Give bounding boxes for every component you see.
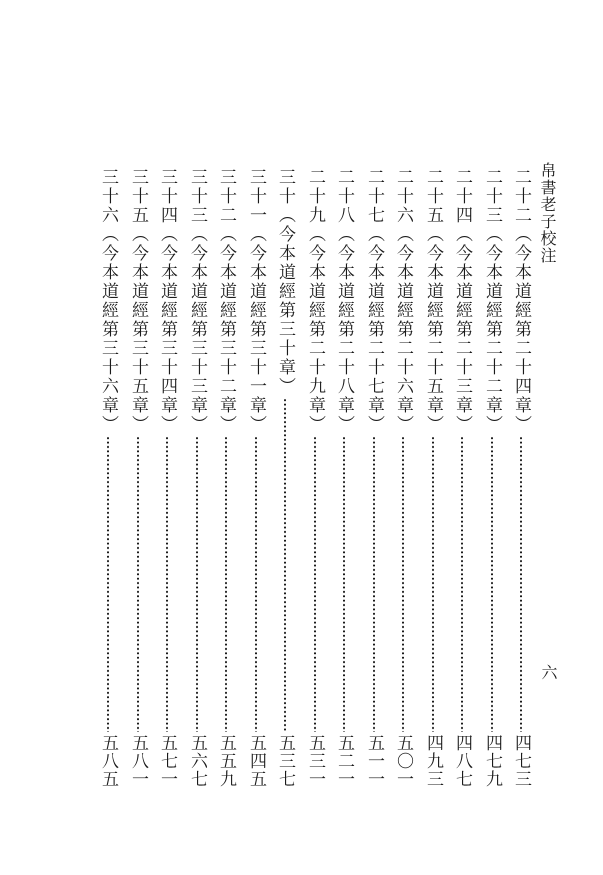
toc-entry-title: 三十六（今本道經第三十六章） (98, 168, 118, 434)
toc-entry-page: 四七三 (511, 734, 531, 788)
toc-entry-page: 五八一 (128, 734, 148, 788)
dot-leader (519, 436, 523, 732)
dot-leader (431, 436, 435, 732)
toc-entry-title: 三十一（今本道經第三十一章） (246, 168, 266, 434)
toc-entry-page: 四九三 (423, 734, 443, 788)
toc-entry (481, 168, 503, 788)
toc-entry (363, 168, 385, 788)
toc-entry (156, 168, 178, 788)
toc-entry-title: 三十四（今本道經第三十四章） (157, 168, 177, 434)
toc-entry (97, 168, 119, 788)
dot-leader (136, 436, 140, 732)
toc-entry-page: 五八五 (98, 734, 118, 788)
toc-entry-title: 二十四（今本道經第二十三章） (452, 168, 472, 434)
dot-leader (224, 436, 228, 732)
running-title: 帛書老子校注 (538, 162, 557, 264)
toc-entry (127, 168, 149, 788)
toc-entry-page: 五三七 (275, 734, 295, 788)
page-number: 六 (539, 664, 558, 680)
toc-entry-title: 二十六（今本道經第二十六章） (393, 168, 413, 434)
toc-entry-page: 五五九 (216, 734, 236, 788)
toc-entry-title: 三十（今本道經第三十章） (275, 168, 295, 396)
dot-leader (195, 436, 199, 732)
toc-entry (422, 168, 444, 788)
toc-entry-title: 三十三（今本道經第三十三章） (187, 168, 207, 434)
dot-leader (372, 436, 376, 732)
toc-entry (215, 168, 237, 788)
toc-entry-title: 二十二（今本道經第二十四章） (511, 168, 531, 434)
dot-leader (106, 436, 110, 732)
toc-entry (451, 168, 473, 788)
dot-leader (342, 436, 346, 732)
toc-entry-page: 五〇一 (393, 734, 413, 788)
toc-entry (186, 168, 208, 788)
toc-entry-title: 三十二（今本道經第三十二章） (216, 168, 236, 434)
toc-entry-title: 二十三（今本道經第二十二章） (482, 168, 502, 434)
toc-entry-page: 五四五 (246, 734, 266, 788)
toc-entry-title: 二十八（今本道經第二十八章） (334, 168, 354, 434)
toc-entry (304, 168, 326, 788)
toc-entry (245, 168, 267, 788)
dot-leader (254, 436, 258, 732)
toc-entry-page: 五六七 (187, 734, 207, 788)
toc-entry (392, 168, 414, 788)
toc-entry-page: 五三一 (305, 734, 325, 788)
dot-leader (401, 436, 405, 732)
toc-entry-title: 二十九（今本道經第二十九章） (305, 168, 325, 434)
toc-entry-page: 五一一 (364, 734, 384, 788)
dot-leader (313, 436, 317, 732)
toc-entry (274, 168, 296, 788)
toc-entry-title: 二十七（今本道經第二十七章） (364, 168, 384, 434)
dot-leader (490, 436, 494, 732)
toc-entry-page: 四七九 (482, 734, 502, 788)
dot-leader (283, 398, 287, 732)
toc-entry-title: 二十五（今本道經第二十五章） (423, 168, 443, 434)
toc-entry (333, 168, 355, 788)
dot-leader (165, 436, 169, 732)
toc-entry-page: 四八七 (452, 734, 472, 788)
toc-entry-page: 五二一 (334, 734, 354, 788)
toc-entry (510, 168, 532, 788)
toc-entry-page: 五七一 (157, 734, 177, 788)
toc-entry-title: 三十五（今本道經第三十五章） (128, 168, 148, 434)
dot-leader (460, 436, 464, 732)
